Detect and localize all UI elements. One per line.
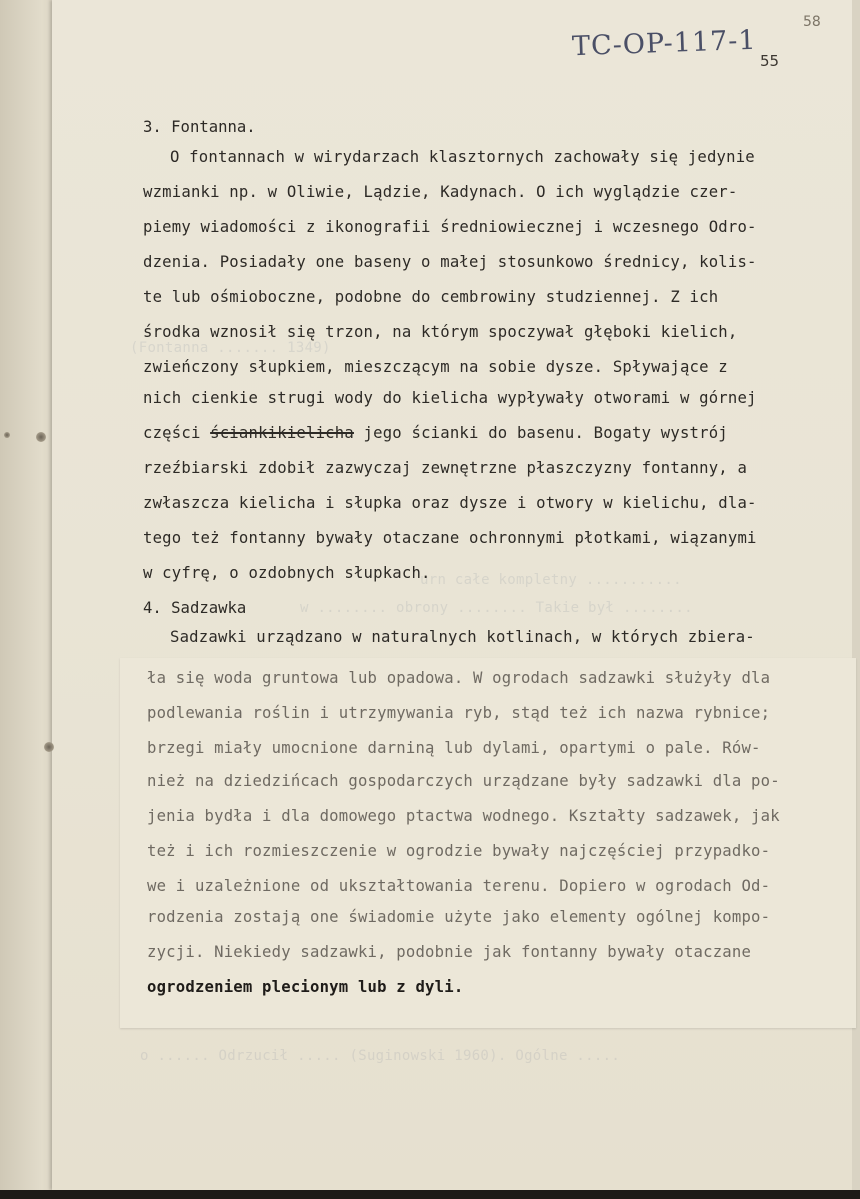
text-line-faded: podlewania roślin i utrzymywania ryb, stąd też ich nazwa rybnice; [147,704,771,722]
text-line: tego też fontanny bywały otaczane ochronnymi płotkami, wiązanymi [143,529,757,547]
section-heading-fontanna: 3. Fontanna. [143,118,256,136]
text-line: w cyfrę, o ozdobnych słupkach. [143,564,431,582]
handwritten-reference: TC-OP-117-1 [571,24,758,63]
text-line-faded: nież na dziedzińcach gospodarczych urządzane były sadzawki dla po- [147,772,780,790]
text-line-faded: zycji. Niekiedy sadzawki, podobnie jak fontanny bywały otaczane [147,943,752,961]
section-heading-sadzawka: 4. Sadzawka [143,599,247,617]
text-line: zwieńczony słupkiem, mieszczącym na sobie dysze. Spływające z [143,358,728,376]
text-line-faded: brzegi miały umocnione darniną lub dylami, opartymi o pale. Rów- [147,739,761,757]
text-fragment: jego ścianki do basenu. Bogaty wystrój [353,424,728,442]
text-line: ogrodzeniem plecionym lub z dyli. [147,978,464,996]
show-through-text: o ...... Odrzucił ..... (Suginowski 1960). Ogólne ..... [140,1048,621,1064]
text-line: nich cienkie strugi wody do kielicha wypływały otworami w górnej [143,389,757,407]
show-through-text: urn całe kompletny ........... [420,572,682,588]
text-line: dzenia. Posiadały one baseny o małej stosunkowo średnicy, kolis- [143,253,757,271]
text-line: wzmianki np. w Oliwie, Lądzie, Kadynach. O ich wyglądzie czer- [143,183,738,201]
show-through-text: w ........ obrony ........ Takie był ........ [300,600,693,616]
text-line-faded: też i ich rozmieszczenie w ogrodzie bywały najczęściej przypadko- [147,842,771,860]
text-line: rzeźbiarski zdobił zazwyczaj zewnętrzne płaszczyzny fontanny, a [143,459,748,477]
text-line: zwłaszcza kielicha i słupka oraz dysze i otwory w kielichu, dla- [143,494,757,512]
text-line: te lub ośmioboczne, podobne do cembrowiny studziennej. Z ich [143,288,719,306]
text-fragment: części [143,424,211,442]
text-line-faded: ła się woda gruntowa lub opadowa. W ogrodach sadzawki służyły dla [147,669,771,687]
text-line-faded: jenia bydła i dla domowego ptactwa wodnego. Kształty sadzawek, jak [147,807,780,825]
punch-hole [44,742,54,752]
archive-number: 58 [803,14,821,30]
show-through-text: (Fontanna ....... 1349) [130,340,331,356]
punch-hole [36,432,46,442]
text-line: O fontannach w wirydarzach klasztornych zachowały się jedynie [170,148,755,166]
page-number: 55 [760,52,780,70]
text-line-with-correction [143,424,728,442]
struck-through-text: ściankikielicha [210,424,354,442]
punch-hole [4,432,10,438]
text-line: piemy wiadomości z ikonografii średniowiecznej i wczesnego Odro- [143,218,757,236]
text-line: Sadzawki urządzano w naturalnych kotlinach, w których zbiera- [170,628,755,646]
text-line-faded: rodzenia zostają one świadomie użyte jako elementy ogólnej kompo- [147,908,771,926]
text-line-faded: we i uzależnione od ukształtowania terenu. Dopiero w ogrodach Od- [147,877,771,895]
text-line: środka wznosił się trzon, na którym spoczywał głęboki kielich, [143,323,738,341]
scan-bottom-border [0,1190,860,1199]
